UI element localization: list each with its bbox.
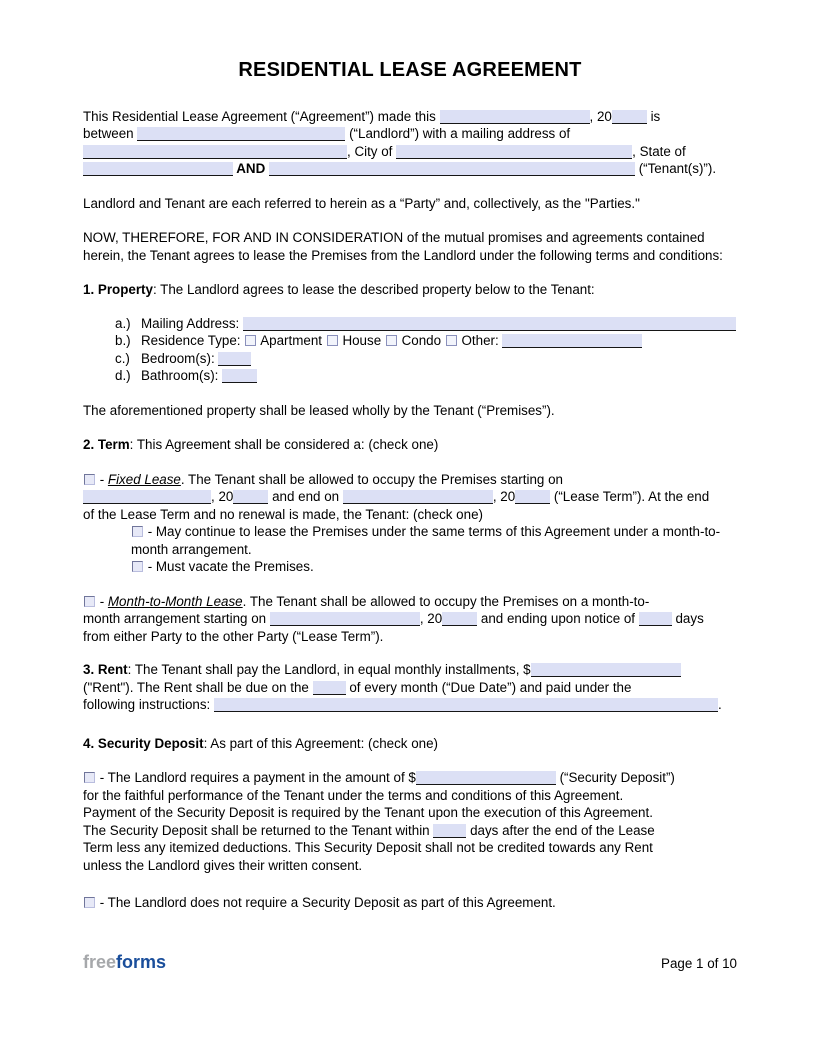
no-deposit-checkbox[interactable] bbox=[84, 897, 95, 908]
page-number-label: Page 1 of 10 bbox=[661, 956, 737, 971]
item-d-number: d.) bbox=[115, 368, 131, 383]
intro-text: (“Landlord”) with a mailing address of bbox=[345, 126, 571, 141]
deposit-text: The Security Deposit shall be returned to the Tenant within bbox=[83, 822, 434, 838]
rent-text: : The Tenant shall pay the Landlord, in equal monthly installments, $ bbox=[127, 662, 531, 677]
fixed-lease-text: (“Lease Term”). At the end bbox=[550, 489, 710, 504]
fixed-end-date-field[interactable] bbox=[343, 490, 493, 504]
premises-paragraph: The aforementioned property shall be leased wholly by the Tenant (“Premises”). bbox=[83, 402, 555, 418]
section-2-number: 2. Term bbox=[83, 437, 130, 452]
m2m-start-year-field[interactable] bbox=[442, 612, 477, 626]
item-a-number: a.) bbox=[115, 315, 131, 331]
m2m-text: . The Tenant shall be allowed to occupy the Premises on a month-to- bbox=[242, 593, 650, 609]
no-deposit-line bbox=[83, 894, 737, 912]
intro-text: between bbox=[83, 126, 138, 141]
fixed-lease-text: , 20 bbox=[211, 489, 234, 504]
item-a-label: Mailing Address: bbox=[141, 315, 243, 331]
rent-line-1 bbox=[83, 661, 737, 679]
deposit-line-4 bbox=[83, 822, 737, 840]
fixed-lease-label: Fixed Lease bbox=[107, 471, 181, 487]
m2m-text: , 20 bbox=[419, 611, 443, 626]
rent-text: ("Rent"). The Rent shall be due on the bbox=[83, 679, 313, 695]
fixed-lease-line-2 bbox=[83, 488, 737, 506]
dash-text: - bbox=[96, 593, 108, 609]
deposit-text: - The Landlord requires a payment in the amount of $ bbox=[96, 770, 416, 785]
fixed-lease-text: and end on bbox=[268, 489, 343, 504]
rent-due-day-field[interactable] bbox=[313, 681, 346, 695]
rent-amount-field[interactable] bbox=[531, 663, 681, 677]
condo-label: Condo bbox=[397, 333, 445, 348]
intro-line-3 bbox=[83, 143, 737, 161]
intro-line-1 bbox=[83, 108, 737, 126]
option-continue-text: - May continue to lease the Premises under the same terms of this Agreement under a month-to-month arrangement. bbox=[131, 524, 721, 557]
m2m-text: days bbox=[671, 611, 704, 626]
deposit-line-5: Term less any itemized deductions. This Security Deposit shall not be credited towards any Rent bbox=[83, 840, 653, 855]
m2m-text: month arrangement starting on bbox=[83, 611, 270, 626]
deposit-line-3: Payment of the Security Deposit is required by the Tenant upon the execution of this Agreement. bbox=[83, 805, 653, 820]
intro-line-4 bbox=[83, 160, 737, 178]
deposit-text: (“Security Deposit”) bbox=[555, 770, 675, 785]
item-residence-type bbox=[83, 332, 737, 350]
intro-text: This Residential Lease Agreement (“Agreement”) made this bbox=[83, 108, 440, 124]
fixed-lease-checkbox[interactable] bbox=[84, 474, 95, 485]
security-deposit-amount-field[interactable] bbox=[416, 771, 556, 785]
bathrooms-field[interactable] bbox=[222, 369, 257, 383]
section-2-heading bbox=[83, 436, 737, 454]
bedrooms-field[interactable] bbox=[218, 352, 251, 366]
item-c-number: c.) bbox=[115, 350, 130, 366]
option-continue bbox=[131, 523, 737, 558]
continue-lease-checkbox[interactable] bbox=[132, 526, 143, 537]
state-field[interactable] bbox=[83, 162, 233, 176]
option-vacate bbox=[131, 558, 737, 576]
agreement-date-field[interactable] bbox=[440, 110, 590, 124]
payment-instructions-field[interactable] bbox=[214, 698, 718, 712]
fixed-lease-text: . The Tenant shall be allowed to occupy the Premises starting on bbox=[180, 471, 563, 487]
agreement-year-field[interactable] bbox=[612, 110, 647, 124]
section-4-text: : As part of this Agreement: (check one) bbox=[203, 735, 439, 751]
m2m-line-2 bbox=[83, 610, 737, 628]
fixed-lease-line-1 bbox=[83, 471, 737, 489]
house-label: House bbox=[338, 333, 385, 348]
fixed-end-year-field[interactable] bbox=[515, 490, 550, 504]
intro-text: , State of bbox=[632, 143, 686, 159]
section-1-heading bbox=[83, 281, 737, 299]
deposit-line-2: for the faithful performance of the Tenant under the terms and conditions of this Agreement. bbox=[83, 787, 624, 803]
intro-paragraph bbox=[83, 108, 737, 178]
item-b-label: Residence Type: bbox=[141, 333, 245, 348]
intro-text: (“Tenant(s)”). bbox=[634, 161, 717, 176]
document-content bbox=[83, 0, 737, 912]
fixed-start-date-field[interactable] bbox=[83, 490, 211, 504]
m2m-line-3: from either Party to the other Party (“Lease Term”). bbox=[83, 628, 384, 644]
month-to-month-block bbox=[83, 593, 737, 646]
house-checkbox[interactable] bbox=[327, 335, 338, 346]
m2m-line-1 bbox=[83, 593, 737, 611]
deposit-return-days-field[interactable] bbox=[433, 824, 466, 838]
page-footer bbox=[83, 954, 737, 973]
tenant-name-field[interactable] bbox=[269, 162, 635, 176]
rent-text: following instructions: bbox=[83, 697, 214, 712]
deposit-text: days after the end of the Lease bbox=[466, 822, 655, 838]
street-address-field[interactable] bbox=[83, 145, 347, 159]
section-1-text: : The Landlord agrees to lease the described property below to the Tenant: bbox=[152, 282, 595, 297]
parties-paragraph: Landlord and Tenant are each referred to herein as a “Party” and, collectively, as the "Parties." bbox=[83, 195, 640, 211]
fixed-lease-line-3: of the Lease Term and no renewal is made, the Tenant: (check one) bbox=[83, 506, 483, 522]
option-vacate-text: - Must vacate the Premises. bbox=[144, 559, 314, 574]
fixed-start-year-field[interactable] bbox=[233, 490, 268, 504]
mailing-address-field[interactable] bbox=[243, 317, 736, 331]
dash-text: - bbox=[96, 471, 108, 487]
freeforms-logo bbox=[83, 954, 166, 972]
m2m-text: and ending upon notice of bbox=[477, 611, 639, 626]
rent-line-2 bbox=[83, 679, 737, 697]
intro-text: , 20 bbox=[589, 108, 612, 124]
section-4-number: 4. Security Deposit bbox=[83, 735, 204, 751]
other-checkbox[interactable] bbox=[446, 335, 457, 346]
landlord-name-field[interactable] bbox=[137, 127, 345, 141]
logo-forms-text: forms bbox=[116, 952, 167, 972]
intro-text: , City of bbox=[347, 143, 397, 159]
m2m-notice-days-field[interactable] bbox=[639, 612, 672, 626]
fixed-lease-options bbox=[131, 523, 737, 576]
deposit-required-block bbox=[83, 769, 737, 874]
section-1-number: 1. Property bbox=[83, 282, 153, 297]
deposit-required-checkbox[interactable] bbox=[84, 772, 95, 783]
item-bedrooms bbox=[83, 350, 737, 368]
section-4-heading bbox=[83, 735, 737, 753]
item-b-number: b.) bbox=[115, 333, 131, 348]
deposit-line-1 bbox=[83, 769, 737, 787]
section-3-number: 3. Rent bbox=[83, 662, 128, 677]
month-to-month-checkbox[interactable] bbox=[84, 596, 95, 607]
property-items bbox=[83, 315, 737, 385]
apartment-checkbox[interactable] bbox=[245, 335, 256, 346]
no-deposit-text: - The Landlord does not require a Security Deposit as part of this Agreement. bbox=[96, 895, 556, 910]
intro-line-2 bbox=[83, 125, 737, 143]
rent-line-3 bbox=[83, 696, 737, 714]
deposit-line-6: unless the Landlord gives their written consent. bbox=[83, 857, 363, 873]
fixed-lease-text: , 20 bbox=[492, 489, 516, 504]
apartment-label: Apartment bbox=[257, 333, 326, 348]
and-text: AND bbox=[233, 161, 269, 176]
rent-text: . bbox=[718, 697, 722, 712]
consideration-paragraph: NOW, THEREFORE, FOR AND IN CONSIDERATION of the mutual promises and agreements contained herein, the Tenant agrees to lease the Premises from the Landlord under the following terms and conditions: bbox=[83, 230, 723, 263]
condo-checkbox[interactable] bbox=[386, 335, 397, 346]
fixed-lease-block bbox=[83, 471, 737, 576]
item-mailing-address bbox=[83, 315, 737, 333]
intro-text: is bbox=[646, 108, 661, 124]
m2m-start-date-field[interactable] bbox=[270, 612, 420, 626]
vacate-checkbox[interactable] bbox=[132, 561, 143, 572]
other-label: Other: bbox=[457, 333, 503, 348]
rent-text: of every month (“Due Date”) and paid under the bbox=[345, 679, 632, 695]
residence-other-field[interactable] bbox=[502, 334, 642, 348]
month-to-month-label: Month-to-Month Lease bbox=[107, 593, 243, 609]
document-title: RESIDENTIAL LEASE AGREEMENT bbox=[238, 59, 582, 81]
logo-free-text: free bbox=[83, 952, 117, 972]
city-field[interactable] bbox=[396, 145, 632, 159]
rent-block bbox=[83, 661, 737, 714]
item-d-label: Bathroom(s): bbox=[141, 368, 223, 383]
item-c-label: Bedroom(s): bbox=[141, 350, 219, 366]
section-2-text: : This Agreement shall be considered a: (check one) bbox=[129, 437, 439, 452]
item-bathrooms bbox=[83, 367, 737, 385]
